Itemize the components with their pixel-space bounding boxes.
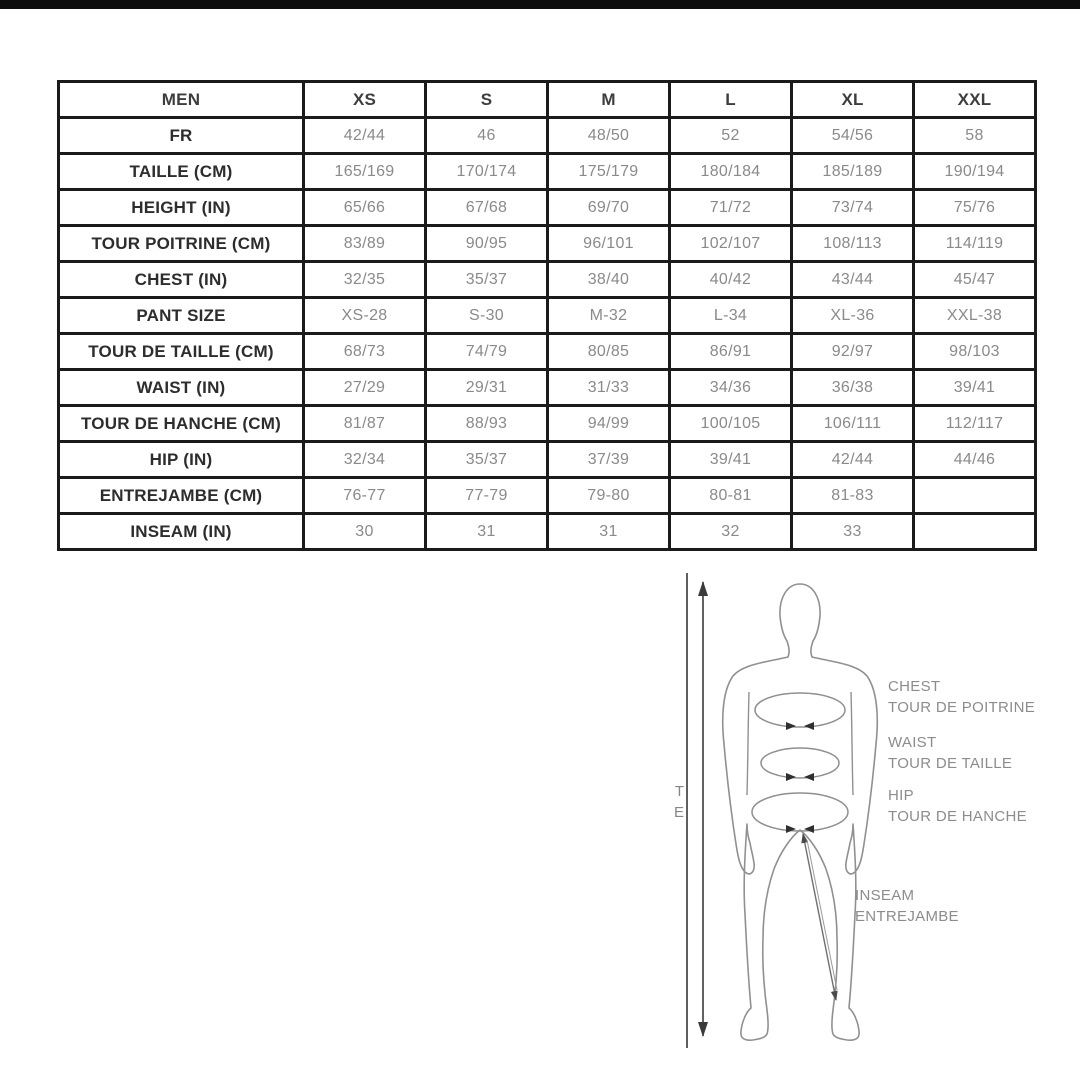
table-cell: 112/117 [914, 406, 1036, 442]
body-measurement-diagram [640, 560, 1080, 1080]
inseam-label-fr: ENTREJAMBE [855, 908, 959, 925]
table-cell: 67/68 [426, 190, 548, 226]
chest-label-fr: TOUR DE POITRINE [888, 699, 1036, 716]
header-row [59, 82, 1036, 118]
chest-ellipse [755, 693, 845, 727]
table-cell: 45/47 [914, 262, 1036, 298]
table-cell [914, 478, 1036, 514]
table-row [59, 118, 1036, 154]
cropped-height-label-fragment: T E [673, 783, 684, 821]
table-cell: 43/44 [792, 262, 914, 298]
hip-arrowheads [786, 825, 814, 833]
inseam-label-en: INSEAM [855, 887, 915, 904]
table-cell: S-30 [426, 298, 548, 334]
inseam-arrow-secondary [807, 840, 837, 990]
table-row [59, 514, 1036, 550]
table-cell: 33 [792, 514, 914, 550]
table-cell: 77-79 [426, 478, 548, 514]
chest-label [888, 676, 1035, 718]
size-table-body [59, 118, 1036, 550]
table-cell: 96/101 [548, 226, 670, 262]
table-row [59, 154, 1036, 190]
table-cell: L-34 [670, 298, 792, 334]
table-cell: 32/35 [304, 262, 426, 298]
table-cell: 34/36 [670, 370, 792, 406]
hip-label-en: HIP [888, 787, 914, 804]
table-cell: 39/41 [914, 370, 1036, 406]
row-label: WAIST (IN) [59, 370, 304, 406]
table-cell: 38/40 [548, 262, 670, 298]
table-cell: 37/39 [548, 442, 670, 478]
table-row [59, 370, 1036, 406]
inseam-label [855, 885, 959, 927]
table-cell: 190/194 [914, 154, 1036, 190]
top-letterbox-bar [0, 0, 1080, 9]
torso-side-right [851, 692, 853, 795]
table-cell: M-32 [548, 298, 670, 334]
table-cell: 42/44 [792, 442, 914, 478]
row-label: TOUR POITRINE (CM) [59, 226, 304, 262]
row-label: PANT SIZE [59, 298, 304, 334]
table-cell: 46 [426, 118, 548, 154]
table-cell: 71/72 [670, 190, 792, 226]
table-cell: XXL-38 [914, 298, 1036, 334]
table-cell: 86/91 [670, 334, 792, 370]
table-cell: 52 [670, 118, 792, 154]
table-title-cell: MEN [59, 82, 304, 118]
table-cell: 83/89 [304, 226, 426, 262]
row-label: TOUR DE TAILLE (CM) [59, 334, 304, 370]
table-cell: 94/99 [548, 406, 670, 442]
table-cell: 54/56 [792, 118, 914, 154]
table-cell: 80-81 [670, 478, 792, 514]
table-cell: 80/85 [548, 334, 670, 370]
table-cell: 35/37 [426, 442, 548, 478]
table-cell: 180/184 [670, 154, 792, 190]
table-cell: 114/119 [914, 226, 1036, 262]
table-cell: 39/41 [670, 442, 792, 478]
waist-label [888, 732, 1012, 774]
table-cell: 44/46 [914, 442, 1036, 478]
chest-label-en: CHEST [888, 678, 941, 695]
table-cell: 106/111 [792, 406, 914, 442]
table-cell: 102/107 [670, 226, 792, 262]
table-row [59, 226, 1036, 262]
table-row [59, 334, 1036, 370]
table-cell: 35/37 [426, 262, 548, 298]
row-label: TOUR DE HANCHE (CM) [59, 406, 304, 442]
table-cell: 76-77 [304, 478, 426, 514]
table-cell: 58 [914, 118, 1036, 154]
table-cell: 165/169 [304, 154, 426, 190]
table-cell: 185/189 [792, 154, 914, 190]
hip-ellipse [752, 793, 848, 831]
row-label: INSEAM (IN) [59, 514, 304, 550]
row-label: TAILLE (CM) [59, 154, 304, 190]
table-row [59, 298, 1036, 334]
body-outline [723, 584, 878, 1040]
table-cell: 175/179 [548, 154, 670, 190]
row-label: CHEST (IN) [59, 262, 304, 298]
table-cell: 42/44 [304, 118, 426, 154]
table-cell: 98/103 [914, 334, 1036, 370]
table-cell: 100/105 [670, 406, 792, 442]
table-cell: 81/87 [304, 406, 426, 442]
chest-arrowheads [786, 722, 814, 730]
column-header-xl: XL [792, 82, 914, 118]
table-cell: 73/74 [792, 190, 914, 226]
table-cell: 79-80 [548, 478, 670, 514]
table-cell: 40/42 [670, 262, 792, 298]
waist-label-fr: TOUR DE TAILLE [888, 755, 1013, 772]
table-cell: 65/66 [304, 190, 426, 226]
table-cell: 88/93 [426, 406, 548, 442]
table-cell: 29/31 [426, 370, 548, 406]
waist-label-en: WAIST [888, 734, 937, 751]
table-cell: 31 [548, 514, 670, 550]
table-row [59, 406, 1036, 442]
table-cell: 27/29 [304, 370, 426, 406]
column-header-xxl: XXL [914, 82, 1036, 118]
table-cell: XS-28 [304, 298, 426, 334]
table-row [59, 442, 1036, 478]
table-cell: 32/34 [304, 442, 426, 478]
row-label: HEIGHT (IN) [59, 190, 304, 226]
row-label: ENTREJAMBE (CM) [59, 478, 304, 514]
table-cell: 92/97 [792, 334, 914, 370]
hip-label-fr: TOUR DE HANCHE [888, 808, 1027, 825]
column-header-l: L [670, 82, 792, 118]
table-row [59, 190, 1036, 226]
waist-arrowheads [786, 773, 814, 781]
table-cell: 48/50 [548, 118, 670, 154]
table-row [59, 478, 1036, 514]
table-cell: 74/79 [426, 334, 548, 370]
table-cell: XL-36 [792, 298, 914, 334]
row-label: HIP (IN) [59, 442, 304, 478]
torso-side-left [747, 692, 749, 795]
row-label: FR [59, 118, 304, 154]
table-cell: 81-83 [792, 478, 914, 514]
table-cell: 32 [670, 514, 792, 550]
inseam-arrow [803, 834, 836, 1000]
column-header-m: M [548, 82, 670, 118]
table-cell: 108/113 [792, 226, 914, 262]
table-cell: 30 [304, 514, 426, 550]
table-cell: 90/95 [426, 226, 548, 262]
size-table-header [59, 82, 1036, 118]
table-cell: 75/76 [914, 190, 1036, 226]
table-cell [914, 514, 1036, 550]
hip-label [888, 785, 1027, 827]
mens-size-table [57, 80, 1037, 551]
table-row [59, 262, 1036, 298]
table-cell: 69/70 [548, 190, 670, 226]
table-cell: 31/33 [548, 370, 670, 406]
table-cell: 36/38 [792, 370, 914, 406]
table-cell: 31 [426, 514, 548, 550]
table-cell: 68/73 [304, 334, 426, 370]
column-header-xs: XS [304, 82, 426, 118]
waist-ellipse [761, 748, 839, 778]
table-cell: 170/174 [426, 154, 548, 190]
column-header-s: S [426, 82, 548, 118]
